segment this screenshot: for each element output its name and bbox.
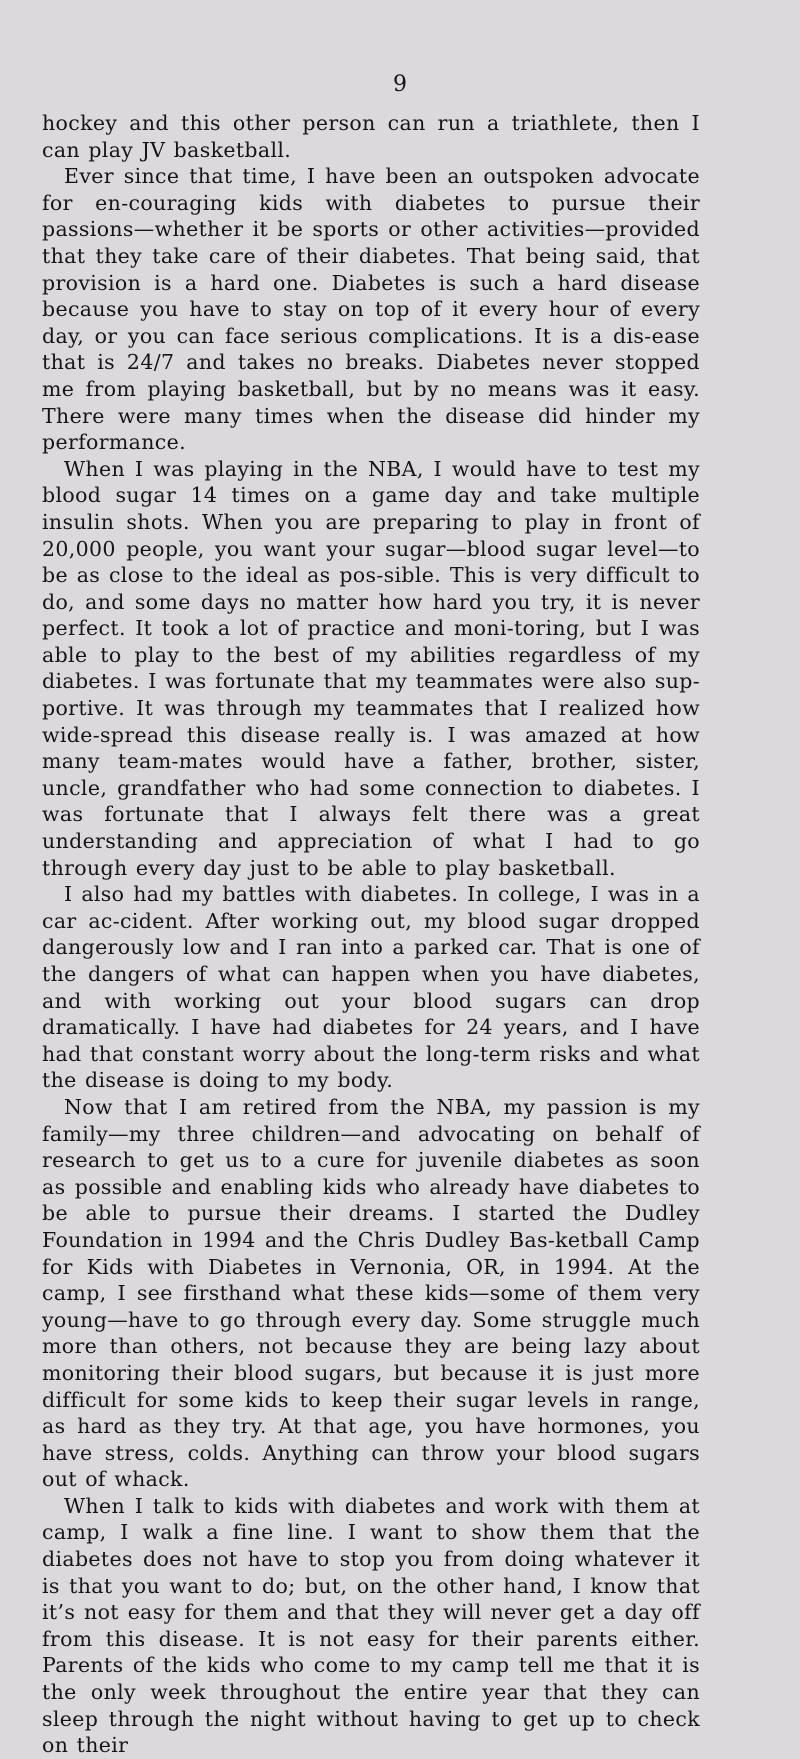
paragraph-4: I also had my battles with diabetes. In college, I was in a car ac-cident. After working out, my blood sugar dropped dangerously low and I ran into a parked car. That is one of the dangers of what can happen when you have diabetes, and with working out your blood sugars can drop dramatically. I have had diabetes for 24 years, and I have had that constant worry about the long-term risks and what the disease is doing to my body.: [42, 882, 700, 1093]
paragraph-6: When I talk to kids with diabetes and work with them at camp, I walk a fine line. I want to show them that the diabetes does not have to stop you from doing whatever it is that you want to do; but, on the other hand, I know that it’s not easy for them and that they will never get a day off from this disease. It is not easy for their parents either. Parents of the kids who come to my camp tell me that it is the only week throughout the entire year that they can sleep through the night without having to get up to check on their: [42, 1493, 700, 1758]
paragraph-2: Ever since that time, I have been an outspoken advocate for en-couraging kids with diabetes to pursue their passions—whether it be sports or other activities—provided that they take care of their diabetes. That being said, that provision is a hard one. Diabetes is such a hard disease because you have to stay on top of it every hour of every day, or you can face serious complications. It is a dis-ease that is 24/7 and takes no breaks. Diabetes never stopped me from playing basketball, but by no means was it easy. There were many times when the disease did hinder my performance.: [42, 164, 700, 455]
body-text: [42, 110, 700, 1759]
paragraph-3: When I was playing in the NBA, I would have to test my blood sugar 14 times on a game day and take multiple insulin shots. When you are preparing to play in front of 20,000 people, you want your sugar—blood sugar level—to be as close to the ideal as pos-sible. This is very difficult to do, and some days no matter how hard you try, it is never perfect. It took a lot of practice and moni-toring, but I was able to play to the best of my abilities regardless of my diabetes. I was fortunate that my teammates were also sup-portive. It was through my teammates that I realized how wide-spread this disease really is. I was amazed at how many team-mates would have a father, brother, sister, uncle, grandfather who had some connection to diabetes. I was fortunate that I always felt there was a great understanding and appreciation of what I had to go through every day just to be able to play basketball.: [42, 456, 700, 880]
paragraph-5: Now that I am retired from the NBA, my passion is my family—my three children—and advocating on behalf of research to get us to a cure for juvenile diabetes as soon as possible and enabling kids who already have diabetes to be able to pursue their dreams. I started the Dudley Foundation in 1994 and the Chris Dudley Bas-ketball Camp for Kids with Diabetes in Vernonia, OR, in 1994. At the camp, I see firsthand what these kids—some of them very young—have to go through every day. Some struggle much more than others, not because they are being lazy about monitoring their blood sugars, but because it is just more difficult for some kids to keep their sugar levels in range, as hard as they try. At that age, you have hormones, you have stress, colds. Anything can throw your blood sugars out of whack.: [42, 1094, 700, 1492]
page-number: 9: [393, 72, 407, 97]
paragraph-1: hockey and this other person can run a triathlete, then I can play JV basketball.: [42, 111, 700, 162]
